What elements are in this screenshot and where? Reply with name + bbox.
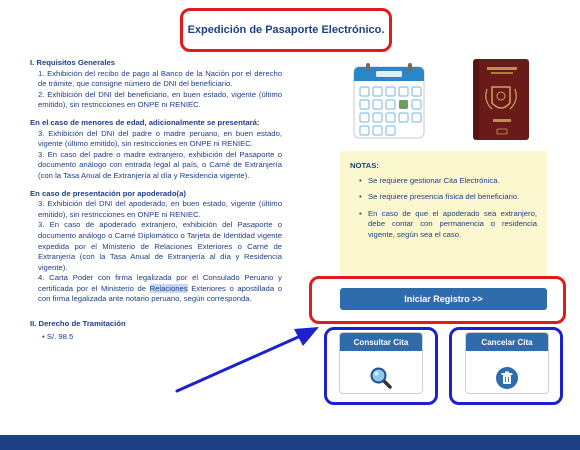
menores-item: 3. En caso del padre o madre extranjero, exhibición del Pasaporte o documento análogo con entrada legal al país, o Carné de Extranjería (con la Tasa Anual de Extranjería al día y Residencia vigente).	[38, 149, 282, 180]
notes-list	[350, 176, 537, 241]
requisitos-title: I. Requisitos Generales	[30, 58, 116, 67]
page-title-box	[180, 8, 392, 52]
consultar-cita-card[interactable]	[339, 332, 423, 394]
menores-title: En el caso de menores de edad, adicionalmente se presentará:	[30, 117, 260, 127]
apoderado-item: 3. Exhibición del DNI del apoderado, en buen estado, vigente (último emitido), sin restricciones en ONPE ni RENIEC.	[38, 199, 282, 219]
apoderado-item: 3. En caso de apoderado extranjero, exhibición del Pasaporte o documento análogo o Carné Diplomático o Tarjeta de Identidad vigente expedida por el Ministerio de Relaciones Exteriores o Carné de Extranjería (con la Tasa Anual de Extranjería al día y Residencia vigente).	[38, 220, 282, 272]
iniciar-registro-button[interactable]: Iniciar Registro >>	[340, 288, 547, 310]
calendar-icon	[352, 62, 426, 140]
cancelar-cita-card[interactable]	[465, 332, 549, 394]
note-item: • Se requiere presencia física del beneficiario.	[350, 192, 537, 203]
apoderado-item-4-text: 4. Carta Poder con firma legalizada por el Consulado Peruano y certificada por el Ministerio de	[38, 273, 282, 293]
trash-icon[interactable]	[495, 366, 519, 390]
cancelar-cita-button[interactable]: Cancelar Cita	[466, 333, 548, 351]
requisito-item: 1. Exhibición del recibo de pago al Banco de la Nación por el derecho de trámite, que consigne número de DNI del beneficiario.	[38, 68, 282, 89]
apoderado-title: En caso de presentación por apoderado(a)	[30, 188, 186, 198]
highlighted-word: Relaciones	[149, 283, 188, 293]
menores-item: 3. Exhibición del DNI del padre o madre peruano, en buen estado, vigente (último emitido), sin restricciones en ONPE ni RENIEC.	[38, 128, 282, 149]
page-title: Expedición de Pasaporte Electrónico.	[187, 24, 385, 36]
note-item: • En caso de que el apoderado sea extranjero, debe contar con permanencia o residencia vigente, según sea el caso.	[350, 209, 537, 241]
derecho-amount-value: S/. 98.5	[46, 331, 74, 341]
footer-bar	[0, 435, 580, 450]
derecho-amount: • S/. 98.5	[42, 331, 74, 341]
magnifier-icon[interactable]	[369, 366, 393, 390]
notes-panel	[340, 151, 547, 279]
requisito-item: 2. Exhibición del DNI del beneficiario, en buen estado, vigente (último emitido), sin restricciones en ONPE ni RENIEC.	[38, 89, 282, 110]
apoderado-item-4-text: Exteriores o apostillada o con firma legalizada ante notario peruano, según corresponda.	[38, 283, 282, 304]
arrow-annotation	[175, 322, 325, 394]
note-item: • Se requiere gestionar Cita Electrónica.	[350, 176, 537, 187]
consultar-cita-button[interactable]: Consultar Cita	[340, 333, 422, 351]
passport-image	[473, 59, 529, 140]
requirements-panel	[30, 58, 282, 342]
apoderado-item-4	[38, 273, 282, 305]
derecho-title: II. Derecho de Tramitación	[30, 319, 126, 329]
notes-title: NOTAS:	[350, 161, 379, 170]
